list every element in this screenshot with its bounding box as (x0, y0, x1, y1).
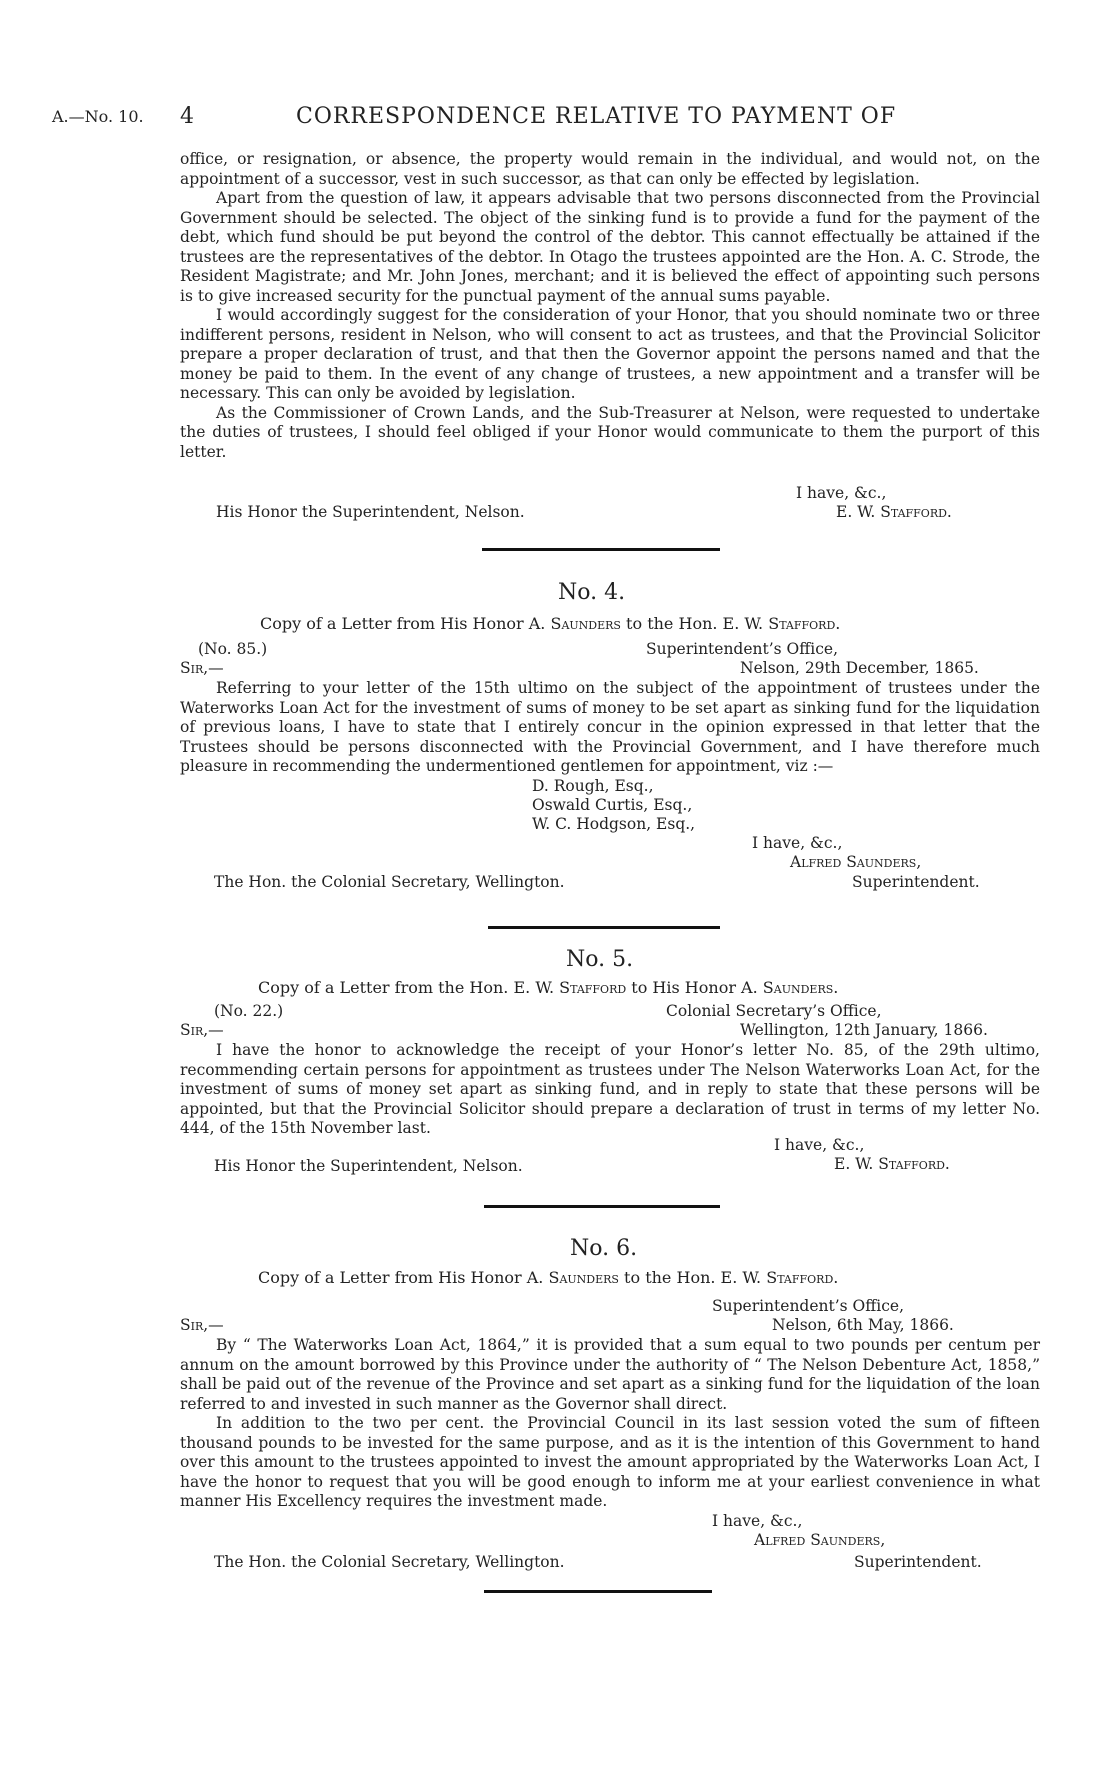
paragraph: office, or resignation, or absence, the property would remain in the individual, and would not, on the appointment of a successor, vest in such successor, as that can only be effected by legislation. (180, 150, 1040, 188)
addressee: The Hon. the Colonial Secretary, Wellington. (214, 873, 565, 891)
letter-body (180, 679, 1040, 777)
date: Nelson, 29th December, 1865. (740, 659, 979, 677)
office: Superintendent’s Office, (712, 1297, 905, 1315)
closing: I have, &c., (796, 484, 887, 502)
signature: E. W. Stafford. (836, 503, 952, 521)
page-title: CORRESPONDENCE RELATIVE TO PAYMENT OF (296, 104, 897, 129)
divider (482, 548, 720, 551)
paragraph: As the Commissioner of Crown Lands, and the Sub-Treasurer at Nelson, were requested to undertake the duties of trustees, I should feel obliged if your Honor would communicate to them the purport of this letter. (180, 403, 1040, 461)
office: Colonial Secretary’s Office, (666, 1002, 882, 1020)
signature: Alfred Saunders, (790, 853, 922, 871)
paragraph: By “ The Waterworks Loan Act, 1864,” it is provided that a sum equal to two pounds per centum per annum on the amount borrowed by this Province under the authority of “ The Nelson Debenture Act, 1858,” shall be paid out of the revenue of the Province and set apart as a sinking fund for the liquidation of the loan referred to and invested in such manner as the Governor shall direct. (180, 1336, 1040, 1413)
closing: I have, &c., (752, 834, 843, 852)
closing: I have, &c., (774, 1136, 865, 1154)
date: Wellington, 12th January, 1866. (740, 1021, 988, 1039)
date: Nelson, 6th May, 1866. (772, 1316, 954, 1334)
addressee: His Honor the Superintendent, Nelson. (216, 503, 525, 521)
intro-letter-body (180, 150, 1040, 462)
trustee-name: D. Rough, Esq., (532, 777, 654, 795)
letter-heading: No. 6. (570, 1236, 638, 1261)
paragraph: Referring to your letter of the 15th ultimo on the subject of the appointment of trustees under the Waterworks Loan Act for the investment of sums of money to be set apart as sinking fund for the liquidation of previous loans, I have to state that I entirely concur in the opinion expressed in that letter that the Trustees should be persons disconnected with the Provincial Government, and I have therefore much pleasure in recommending the undermentioned gentlemen for appointment, viz :— (180, 679, 1040, 775)
signatory-title: Superintendent. (852, 873, 980, 891)
salutation: Sir,— (180, 1316, 224, 1334)
letter-body (180, 1041, 1040, 1139)
divider (484, 1205, 720, 1208)
document-reference: A.—No. 10. (52, 107, 144, 126)
addressee: His Honor the Superintendent, Nelson. (214, 1157, 523, 1175)
paragraph: Apart from the question of law, it appears advisable that two persons disconnected from the Provincial Government should be selected. The object of the sinking fund is to provide a fund for the payment of the debt, which fund should be put beyond the control of the debtor. This cannot effectually be attained if the trustees are the representatives of the debtor. In Otago the trustees appointed are the Hon. A. C. Strode, the Resident Magistrate; and Mr. John Jones, merchant; and it is believed the effect of appointing such persons is to give increased security for the punctual payment of the annual sums payable. (180, 189, 1040, 305)
page-number: 4 (180, 104, 194, 129)
signature: Alfred Saunders, (754, 1531, 886, 1549)
signatory-title: Superintendent. (854, 1553, 982, 1571)
salutation: Sir,— (180, 1021, 224, 1039)
letter-heading: No. 4. (558, 580, 626, 605)
trustee-name: Oswald Curtis, Esq., (532, 796, 693, 814)
letter-reference: (No. 85.) (198, 640, 268, 658)
office: Superintendent’s Office, (646, 640, 839, 658)
paragraph: I would accordingly suggest for the consideration of your Honor, that you should nominate two or three indifferent persons, resident in Nelson, who will consent to act as trustees, and that the Provincial Solicitor prepare a proper declaration of trust, and that then the Governor appoint the persons named and that the money be paid to them. In the event of any change of trustees, a new appointment and a transfer will be necessary. This can only be avoided by legislation. (180, 306, 1040, 402)
signature: E. W. Stafford. (834, 1155, 950, 1173)
letter-body (180, 1336, 1040, 1512)
letter-reference: (No. 22.) (214, 1002, 284, 1020)
paragraph: I have the honor to acknowledge the receipt of your Honor’s letter No. 85, of the 29th ultimo, recommending certain persons for appointment as trustees under The Nelson Waterworks Loan Act, for the investment of sums of money set apart as sinking fund, and in reply to state that these persons will be appointed, but that the Provincial Solicitor should prepare a declaration of trust in terms of my letter No. 444, of the 15th November last. (180, 1041, 1040, 1137)
letter-caption: Copy of a Letter from the Hon. E. W. Stafford to His Honor A. Saunders. (258, 978, 839, 997)
closing: I have, &c., (712, 1512, 803, 1530)
addressee: The Hon. the Colonial Secretary, Wellington. (214, 1553, 565, 1571)
letter-heading: No. 5. (566, 947, 634, 972)
divider (488, 926, 720, 929)
salutation: Sir,— (180, 659, 224, 677)
letter-caption: Copy of a Letter from His Honor A. Saunders to the Hon. E. W. Stafford. (260, 614, 841, 633)
divider (484, 1590, 712, 1593)
paragraph: In addition to the two per cent. the Provincial Council in its last session voted the sum of fifteen thousand pounds to be invested for the same purpose, and as it is the intention of this Government to hand over this amount to the trustees appointed to invest the amount appropriated by the Waterworks Loan Act, I have the honor to request that you will be good enough to inform me at your earliest convenience in what manner His Excellency requires the investment made. (180, 1414, 1040, 1510)
letter-caption: Copy of a Letter from His Honor A. Saunders to the Hon. E. W. Stafford. (258, 1268, 839, 1287)
trustee-name: W. C. Hodgson, Esq., (532, 815, 696, 833)
